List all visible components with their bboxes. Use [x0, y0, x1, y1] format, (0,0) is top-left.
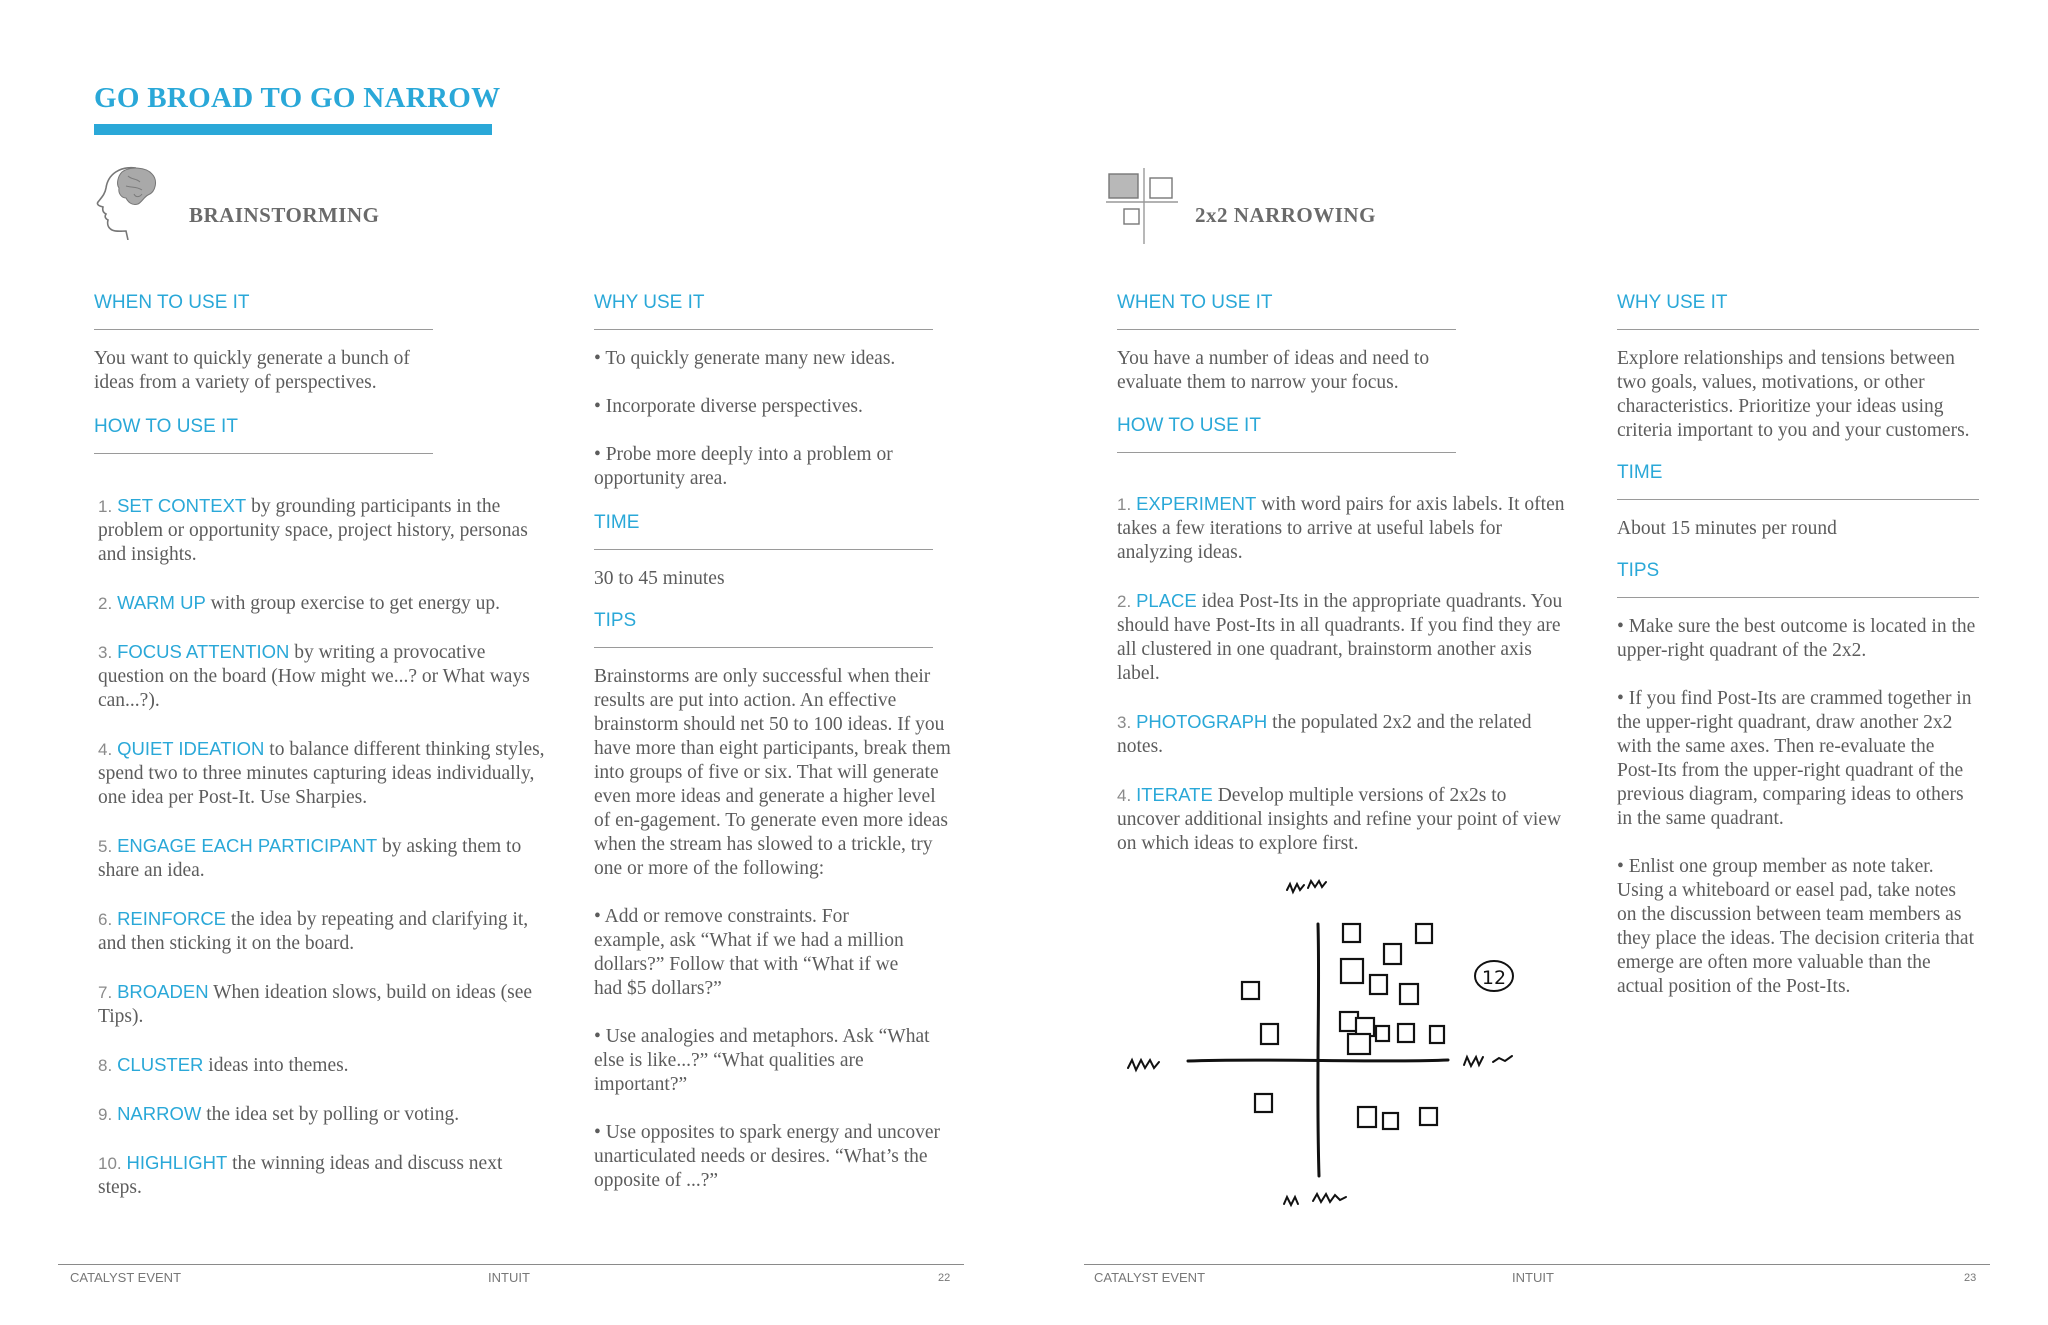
- sketch-postit: [1341, 959, 1363, 983]
- brain-head-icon: [92, 164, 164, 240]
- why-item: • Incorporate diverse perspectives.: [594, 396, 863, 417]
- step-number: 4.: [1117, 786, 1132, 805]
- title-underline: [94, 124, 492, 135]
- narrowing-steps: [1117, 492, 1567, 880]
- sketch-postit: [1255, 1094, 1272, 1112]
- section-heading-how: HOW TO USE IT: [1117, 415, 1261, 436]
- step-keyword: SET CONTEXT: [117, 495, 247, 516]
- step-text: idea Post-Its in the appropriate quadrants. You should have Post-Its in all quadrants. If you find they are all clustered in one quadrant, brainstorm another axis label.: [1117, 591, 1563, 684]
- time-text: About 15 minutes per round: [1617, 518, 1837, 539]
- sketch-postit: [1348, 1034, 1370, 1054]
- section-rule: [1117, 452, 1456, 453]
- step-text: by asking them to share an idea.: [98, 836, 522, 881]
- footer-brand: INTUIT: [1512, 1270, 1554, 1285]
- sketch-postit: [1416, 924, 1432, 943]
- step-item: [1117, 783, 1567, 856]
- step-item: [98, 1151, 550, 1200]
- time-text: 30 to 45 minutes: [594, 568, 725, 589]
- step-text: with word pairs for axis labels. It often takes a few iterations to arrive at useful labels for analyzing ideas.: [1117, 494, 1565, 563]
- step-item: [98, 640, 550, 713]
- tips-paragraph: • Make sure the best outcome is located in the upper-right quadrant of the 2x2.: [1617, 616, 1976, 661]
- section-rule: [594, 647, 933, 648]
- section-rule: [1617, 329, 1979, 330]
- when-text: You want to quickly generate a bunch of ideas from a variety of perspectives.: [94, 348, 410, 393]
- section-heading-time: TIME: [594, 512, 640, 533]
- when-text: You have a number of ideas and need to evaluate them to narrow your focus.: [1117, 348, 1430, 393]
- sketch-postit: [1384, 944, 1401, 964]
- step-keyword: QUIET IDEATION: [117, 738, 265, 759]
- left-column-1: [94, 292, 434, 454]
- step-keyword: PLACE: [1136, 590, 1197, 611]
- step-text: by grounding participants in the problem or opportunity space, project history, personas and insights.: [98, 496, 528, 565]
- page-title: GO BROAD TO GO NARROW: [94, 82, 501, 114]
- step-text: the idea set by polling or voting.: [201, 1104, 460, 1125]
- section-rule: [594, 549, 933, 550]
- section-heading-tips: TIPS: [594, 610, 637, 631]
- left-column-2: [594, 292, 954, 1217]
- tips-paragraph: Brainstorms are only successful when their results are put into action. An effective brainstorm should net 50 to 100 ideas. If you have more than eight participants, break them into groups of five or six. That will generate even more ideas and generate a higher level of en-gagement. To generate even more ideas when the stream has slowed to a trickle, try one or more of the following:: [594, 666, 951, 879]
- quadrant-grid-icon: [1106, 168, 1178, 244]
- step-item: [98, 591, 550, 616]
- right-column-2: [1617, 292, 1987, 1023]
- tips-paragraph: • Add or remove constraints. For example, ask “What if we had a million dollars?” Follow that with “What if we had $5 dollars?”: [594, 906, 904, 999]
- section-heading-why: WHY USE IT: [1617, 292, 1728, 313]
- step-number: 2.: [98, 594, 113, 613]
- footer-rule: [1084, 1264, 1990, 1265]
- section-rule: [1117, 329, 1456, 330]
- tips-paragraph: • Enlist one group member as note taker. Using a whiteboard or easel pad, take notes on the discussion between team members as they place the ideas. The decision criteria that emerge are often more valuable than the actual position of the Post-Its.: [1617, 856, 1974, 997]
- step-keyword: CLUSTER: [117, 1054, 204, 1075]
- step-number: 8.: [98, 1056, 113, 1075]
- sketch-postit: [1242, 982, 1259, 999]
- tips-list: [1617, 615, 1979, 999]
- step-item: [98, 907, 550, 956]
- sketch-postit: [1430, 1026, 1444, 1043]
- section-heading-why: WHY USE IT: [594, 292, 705, 313]
- step-text: the populated 2x2 and the related notes.: [1117, 712, 1532, 757]
- step-keyword: HIGHLIGHT: [126, 1152, 228, 1173]
- page-number: 23: [1964, 1272, 1977, 1284]
- step-text: by writing a provocative question on the board (How might we...? or What ways can...?).: [98, 642, 530, 711]
- step-text: with group exercise to get energy up.: [205, 593, 501, 614]
- step-keyword: ITERATE: [1136, 784, 1213, 805]
- sketch-postit: [1383, 1113, 1398, 1129]
- step-number: 5.: [98, 837, 113, 856]
- step-text: Develop multiple versions of 2x2s to uncover additional insights and refine your point of view on which ideas to explore first.: [1117, 785, 1562, 854]
- right-column-1: [1117, 292, 1567, 453]
- step-item: [98, 1053, 550, 1078]
- sketch-x-axis: [1188, 1060, 1448, 1061]
- step-keyword: REINFORCE: [117, 908, 227, 929]
- footer-label: CATALYST EVENT: [70, 1270, 182, 1285]
- tips-list: [594, 665, 954, 1193]
- why-item: • To quickly generate many new ideas.: [594, 348, 896, 369]
- step-text: the idea by repeating and clarifying it, and then sticking it on the board.: [98, 909, 529, 954]
- page-number: 22: [938, 1272, 951, 1284]
- step-item: [98, 980, 550, 1029]
- sketch-postit: [1398, 1024, 1414, 1042]
- step-keyword: BROADEN: [117, 981, 209, 1002]
- tips-paragraph: • If you find Post-Its are crammed together in the upper-right quadrant, draw another 2x2 with the same axes. Then re-evaluate the Post-Its from the upper-right quadrant of the previous diagram, comparing ideas to others in the same quadrant.: [1617, 688, 1972, 829]
- step-keyword: FOCUS ATTENTION: [117, 641, 290, 662]
- section-heading-tips: TIPS: [1617, 560, 1660, 581]
- sketch-count-label: 12: [1481, 967, 1507, 989]
- method-title-brainstorming: BRAINSTORMING: [189, 203, 380, 227]
- step-number: 3.: [1117, 713, 1132, 732]
- sketch-postit: [1261, 1024, 1278, 1044]
- section-heading-how: HOW TO USE IT: [94, 416, 238, 437]
- step-keyword: NARROW: [117, 1103, 202, 1124]
- method-title-2x2: 2x2 NARROWING: [1195, 203, 1376, 227]
- step-number: 4.: [98, 740, 113, 759]
- sketch-postit: [1376, 1026, 1389, 1041]
- step-text: to balance different thinking styles, spend two to three minutes capturing ideas individually, one idea per Post-It. Use Sharpies.: [98, 739, 545, 808]
- section-rule: [94, 453, 433, 454]
- section-rule: [594, 329, 933, 330]
- step-text: When ideation slows, build on ideas (see Tips).: [98, 982, 533, 1027]
- sketch-postit: [1358, 1107, 1376, 1127]
- step-number: 3.: [98, 643, 113, 662]
- step-keyword: EXPERIMENT: [1136, 493, 1257, 514]
- section-rule: [1617, 597, 1979, 598]
- section-heading-when: WHEN TO USE IT: [94, 292, 250, 313]
- step-number: 10.: [98, 1154, 122, 1173]
- footer-brand: INTUIT: [488, 1270, 530, 1285]
- step-text: ideas into themes.: [203, 1055, 349, 1076]
- step-number: 1.: [98, 497, 113, 516]
- step-keyword: WARM UP: [117, 592, 206, 613]
- why-text: Explore relationships and tensions between two goals, values, motivations, or other characteristics. Prioritize your ideas using criteria important to you and your customers.: [1617, 348, 1970, 441]
- why-item: • Probe more deeply into a problem or opportunity area.: [594, 444, 893, 489]
- footer-rule: [58, 1264, 964, 1265]
- step-keyword: ENGAGE EACH PARTICIPANT: [117, 835, 378, 856]
- step-keyword: PHOTOGRAPH: [1136, 711, 1268, 732]
- why-list: [594, 347, 954, 491]
- step-number: 1.: [1117, 495, 1132, 514]
- section-heading-time: TIME: [1617, 462, 1663, 483]
- step-item: [98, 1102, 550, 1127]
- section-rule: [94, 329, 433, 330]
- footer-label: CATALYST EVENT: [1094, 1270, 1206, 1285]
- step-item: [98, 834, 550, 883]
- sketch-postit: [1420, 1108, 1437, 1125]
- step-item: [1117, 589, 1567, 686]
- step-number: 7.: [98, 983, 113, 1002]
- sketch-postit: [1343, 924, 1360, 942]
- step-text: the winning ideas and discuss next steps.: [98, 1153, 503, 1198]
- step-number: 2.: [1117, 592, 1132, 611]
- sketch-postit: [1370, 975, 1387, 994]
- step-item: [98, 737, 550, 810]
- step-number: 6.: [98, 910, 113, 929]
- tips-paragraph: • Use analogies and metaphors. Ask “What else is like...?” “What qualities are important?”: [594, 1026, 930, 1095]
- step-item: [1117, 492, 1567, 565]
- step-item: [98, 494, 550, 567]
- step-number: 9.: [98, 1105, 113, 1124]
- brainstorm-steps: [98, 494, 550, 1224]
- section-heading-when: WHEN TO USE IT: [1117, 292, 1273, 313]
- 2x2-sketch: [1118, 876, 1578, 1216]
- tips-paragraph: • Use opposites to spark energy and uncover unarticulated needs or desires. “What’s the opposite of ...?”: [594, 1122, 941, 1191]
- step-item: [1117, 710, 1567, 759]
- sketch-postit: [1400, 984, 1418, 1004]
- section-rule: [1617, 499, 1979, 500]
- sketch-y-axis: [1318, 924, 1319, 1176]
